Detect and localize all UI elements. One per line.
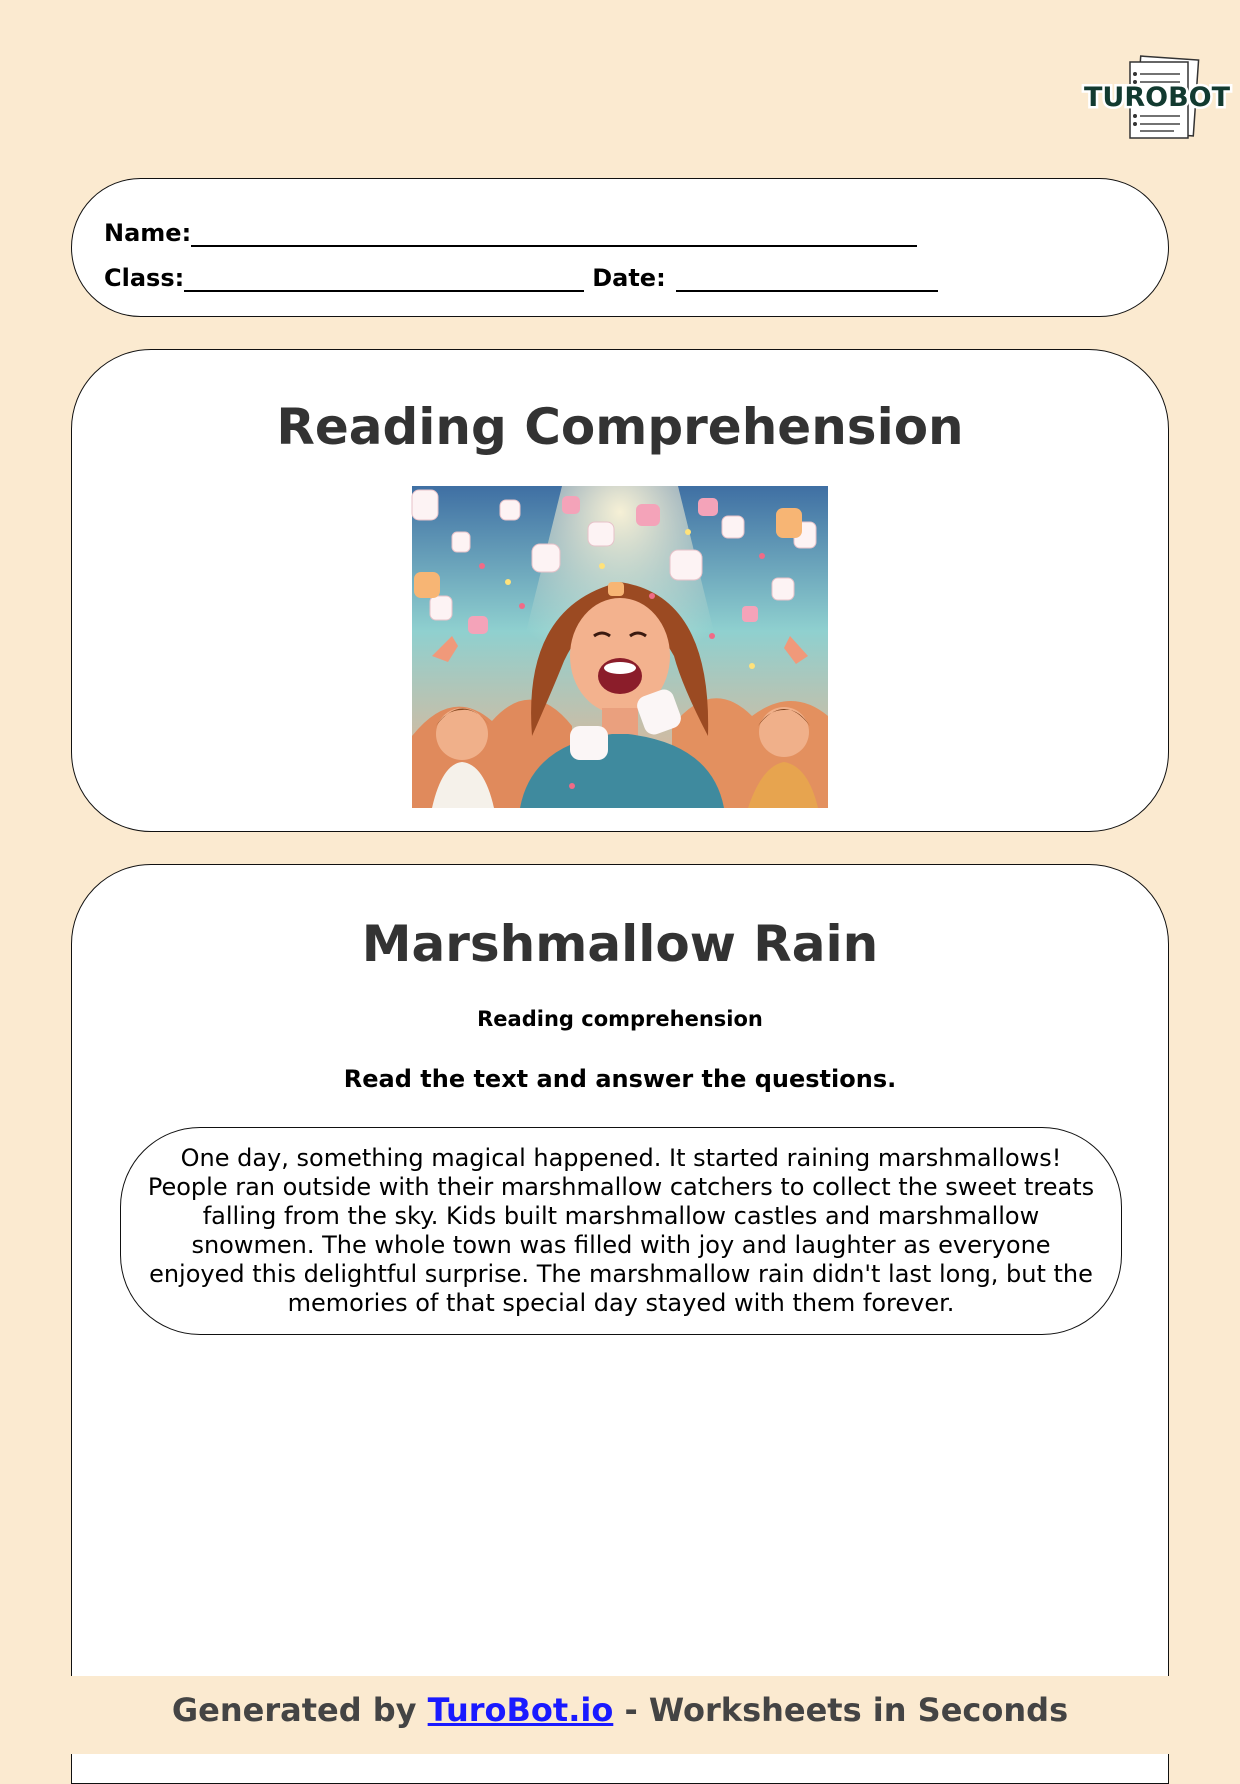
student-info-card [71, 178, 1169, 317]
svg-text:TUROBOT: TUROBOT [1084, 82, 1231, 113]
story-subtitle: Reading comprehension [477, 1007, 763, 1031]
story-card [71, 864, 1169, 1784]
class-label: Class: [104, 264, 185, 292]
name-label: Name: [104, 219, 192, 247]
class-row [104, 264, 938, 292]
turobot-link[interactable]: TuroBot.io [427, 1691, 614, 1729]
turobot-logo [1080, 54, 1231, 142]
title-card [71, 349, 1169, 832]
story-title: Marshmallow Rain [361, 915, 879, 973]
reading-passage: One day, something magical happened. It started raining marshmallows! People ran outside with their marshmallow catchers to collect the sweet treats falling from the sky. Kids built marshmallow castles and marshmallow snowmen. The whole town was filled with joy and laughter as everyone enjoyed this delightful surprise. The marshmallow rain didn't last long, but the memories of that special day stayed with them forever. [120, 1127, 1122, 1335]
marshmallow-rain-illustration [412, 486, 828, 808]
name-field[interactable] [191, 219, 917, 247]
worksheet-title: Reading Comprehension [276, 398, 964, 456]
instruction-text: Read the text and answer the questions. [343, 1065, 897, 1093]
footer [0, 1676, 1240, 1754]
name-row [104, 219, 917, 247]
class-field[interactable] [184, 264, 584, 292]
date-field[interactable] [676, 264, 938, 292]
footer-prefix: Generated by [171, 1691, 428, 1729]
footer-suffix: - Worksheets in Seconds [613, 1691, 1069, 1729]
date-label: Date: [592, 264, 666, 292]
